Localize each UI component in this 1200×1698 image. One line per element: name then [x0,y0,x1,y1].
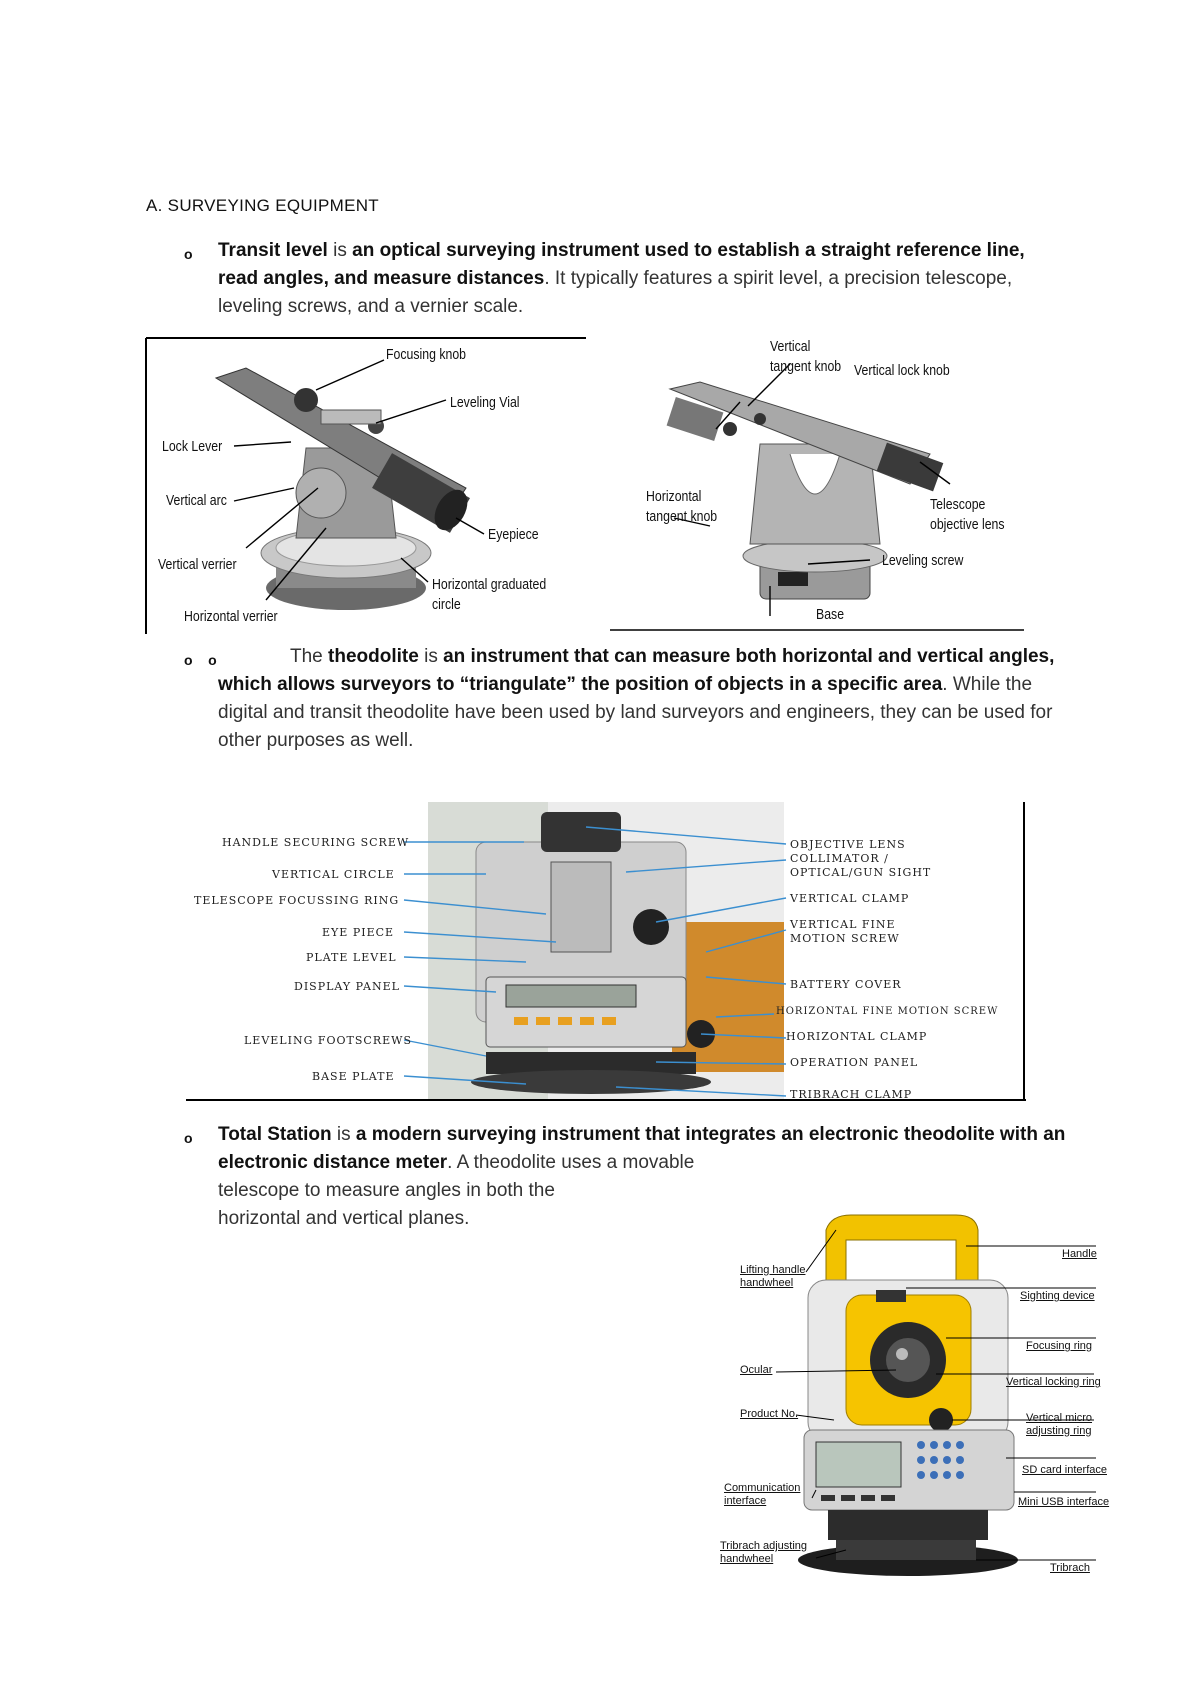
label-telescope: Telescope [930,496,986,513]
total-station-figure [716,1210,1116,1580]
label-telescope-focussing-ring: TELESCOPE FOCUSSING RING [194,894,400,907]
theodolite-term: theodolite [328,646,419,667]
transit-paragraph: Transit level is an optical surveying instrument used to establish a straight reference line, read angles, and measure distances. It typically features a spirit level, a precision telescope, leveling screws, and a vernier scale. [218,240,1025,317]
label-vertical-clamp: VERTICAL CLAMP [790,892,910,905]
label-base-plate: BASE PLATE [312,1070,395,1083]
label-battery-cover: BATTERY COVER [790,978,902,991]
label-mini-usb-interface: Mini USB interface [1018,1496,1110,1508]
label-leveling-vial: Leveling Vial [450,394,520,411]
theodolite-figure [186,802,1026,1104]
label-vertical-verrier: Vertical verrier [158,556,237,573]
total-station-definition: a modern surveying instrument that integrates an electronic theodolite with an electronic distance meter [218,1124,1066,1173]
transit-term: Transit level [218,240,328,261]
label-sd-card-interface: SD card interface [1022,1464,1107,1476]
label-objective-lens: objective lens [930,516,1005,533]
label-handle: Handle [1062,1248,1097,1260]
label-horizontal-graduated: Horizontal graduated [432,576,547,593]
label-communication: Communication [724,1482,801,1494]
transit-definition: an optical surveying instrument used to establish a straight reference line, read angles, and measure distances [218,240,1025,289]
label-optical-gun-sight: OPTICAL/GUN SIGHT [790,866,932,879]
theodolite-paragraph: The theodolite is an instrument that can measure both horizontal and vertical angles, which allows surveyors to “triangulate” the position of objects in a specific area. While the digital and transit theodolite have been used by land surveyors and engineers, they can be used for other purposes as well. [218,646,1055,751]
label-horizontal-clamp: HORIZONTAL CLAMP [786,1030,928,1043]
label-adjusting-ring: adjusting ring [1026,1425,1092,1437]
label-interface: interface [724,1495,767,1507]
label-lifting-handwheel: handwheel [740,1277,794,1289]
label-ocular: Ocular [740,1364,773,1376]
label-leveling-footscrews: LEVELING FOOTSCREWS [244,1034,412,1047]
label-tribrach-adjusting: Tribrach adjusting [720,1540,808,1552]
label-vertical-locking-ring: Vertical locking ring [1006,1376,1101,1388]
label-horizontal-fine-motion-screw: HORIZONTAL FINE MOTION SCREW [776,1006,999,1017]
label-collimator: COLLIMATOR / [790,852,889,865]
label-eyepiece: Eyepiece [488,526,539,543]
label-lock-lever: Lock Lever [162,438,223,455]
label-plate-level: PLATE LEVEL [306,951,397,964]
label-handle-securing-screw: HANDLE SECURING SCREW [222,836,410,849]
transit-illustration-right [610,334,1024,630]
bullet-marker-double: o o [184,652,217,668]
label-vertical-fine: VERTICAL FINE [790,918,896,931]
label-vertical-circle: VERTICAL CIRCLE [272,868,395,881]
total-station-term: Total Station [218,1124,332,1145]
label-tribrach-clamp: TRIBRACH CLAMP [790,1088,913,1101]
label-horizontal: Horizontal [646,488,702,505]
label-tribrach: Tribrach [1050,1562,1090,1574]
label-product-no: Product No. [740,1408,799,1420]
bullet-marker: o [184,246,193,262]
theodolite-definition: an instrument that can measure both horizontal and vertical angles, which allows surveyors to “triangulate” the position of objects in a specific area [218,646,1055,695]
label-focusing-ring: Focusing ring [1026,1340,1093,1352]
label-focusing-knob: Focusing knob [386,346,467,363]
label-display-panel: DISPLAY PANEL [294,980,400,993]
label-base: Base [816,606,845,623]
bullet-marker: o [184,1130,193,1146]
transit-figure-left [146,338,586,634]
label-vertical-arc: Vertical arc [166,492,227,509]
label-tribrach-handwheel: handwheel [720,1553,774,1565]
label-sighting-device: Sighting device [1020,1290,1095,1302]
label-leveling-screw: Leveling screw [882,552,964,569]
label-vertical-lock-knob: Vertical lock knob [854,362,950,379]
label-circle: circle [432,596,461,613]
label-vertical: Vertical [770,338,811,355]
label-objective-lens: OBJECTIVE LENS [790,838,906,851]
total-station-line-3: telescope to measure angles in both the [218,1180,555,1201]
total-station-paragraph: Total Station is a modern surveying instrument that integrates an electronic theodolite with an electronic distance meter. A theodolite uses a movable [218,1124,1066,1173]
label-tangent-knob: tangent knob [770,358,842,375]
label-operation-panel: OPERATION PANEL [790,1056,919,1069]
section-title: A. SURVEYING EQUIPMENT [146,196,379,215]
label-lifting-handle: Lifting handle [740,1264,806,1276]
label-horizontal-tangent-knob: tangent knob [646,508,718,525]
transit-figure-right [610,334,1024,630]
label-eye-piece: EYE PIECE [322,926,395,939]
label-motion-screw: MOTION SCREW [790,932,900,945]
label-horizontal-verrier: Horizontal verrier [184,608,278,625]
total-station-line-4: horizontal and vertical planes. [218,1208,470,1229]
label-vertical-micro: Vertical micro [1026,1412,1093,1424]
